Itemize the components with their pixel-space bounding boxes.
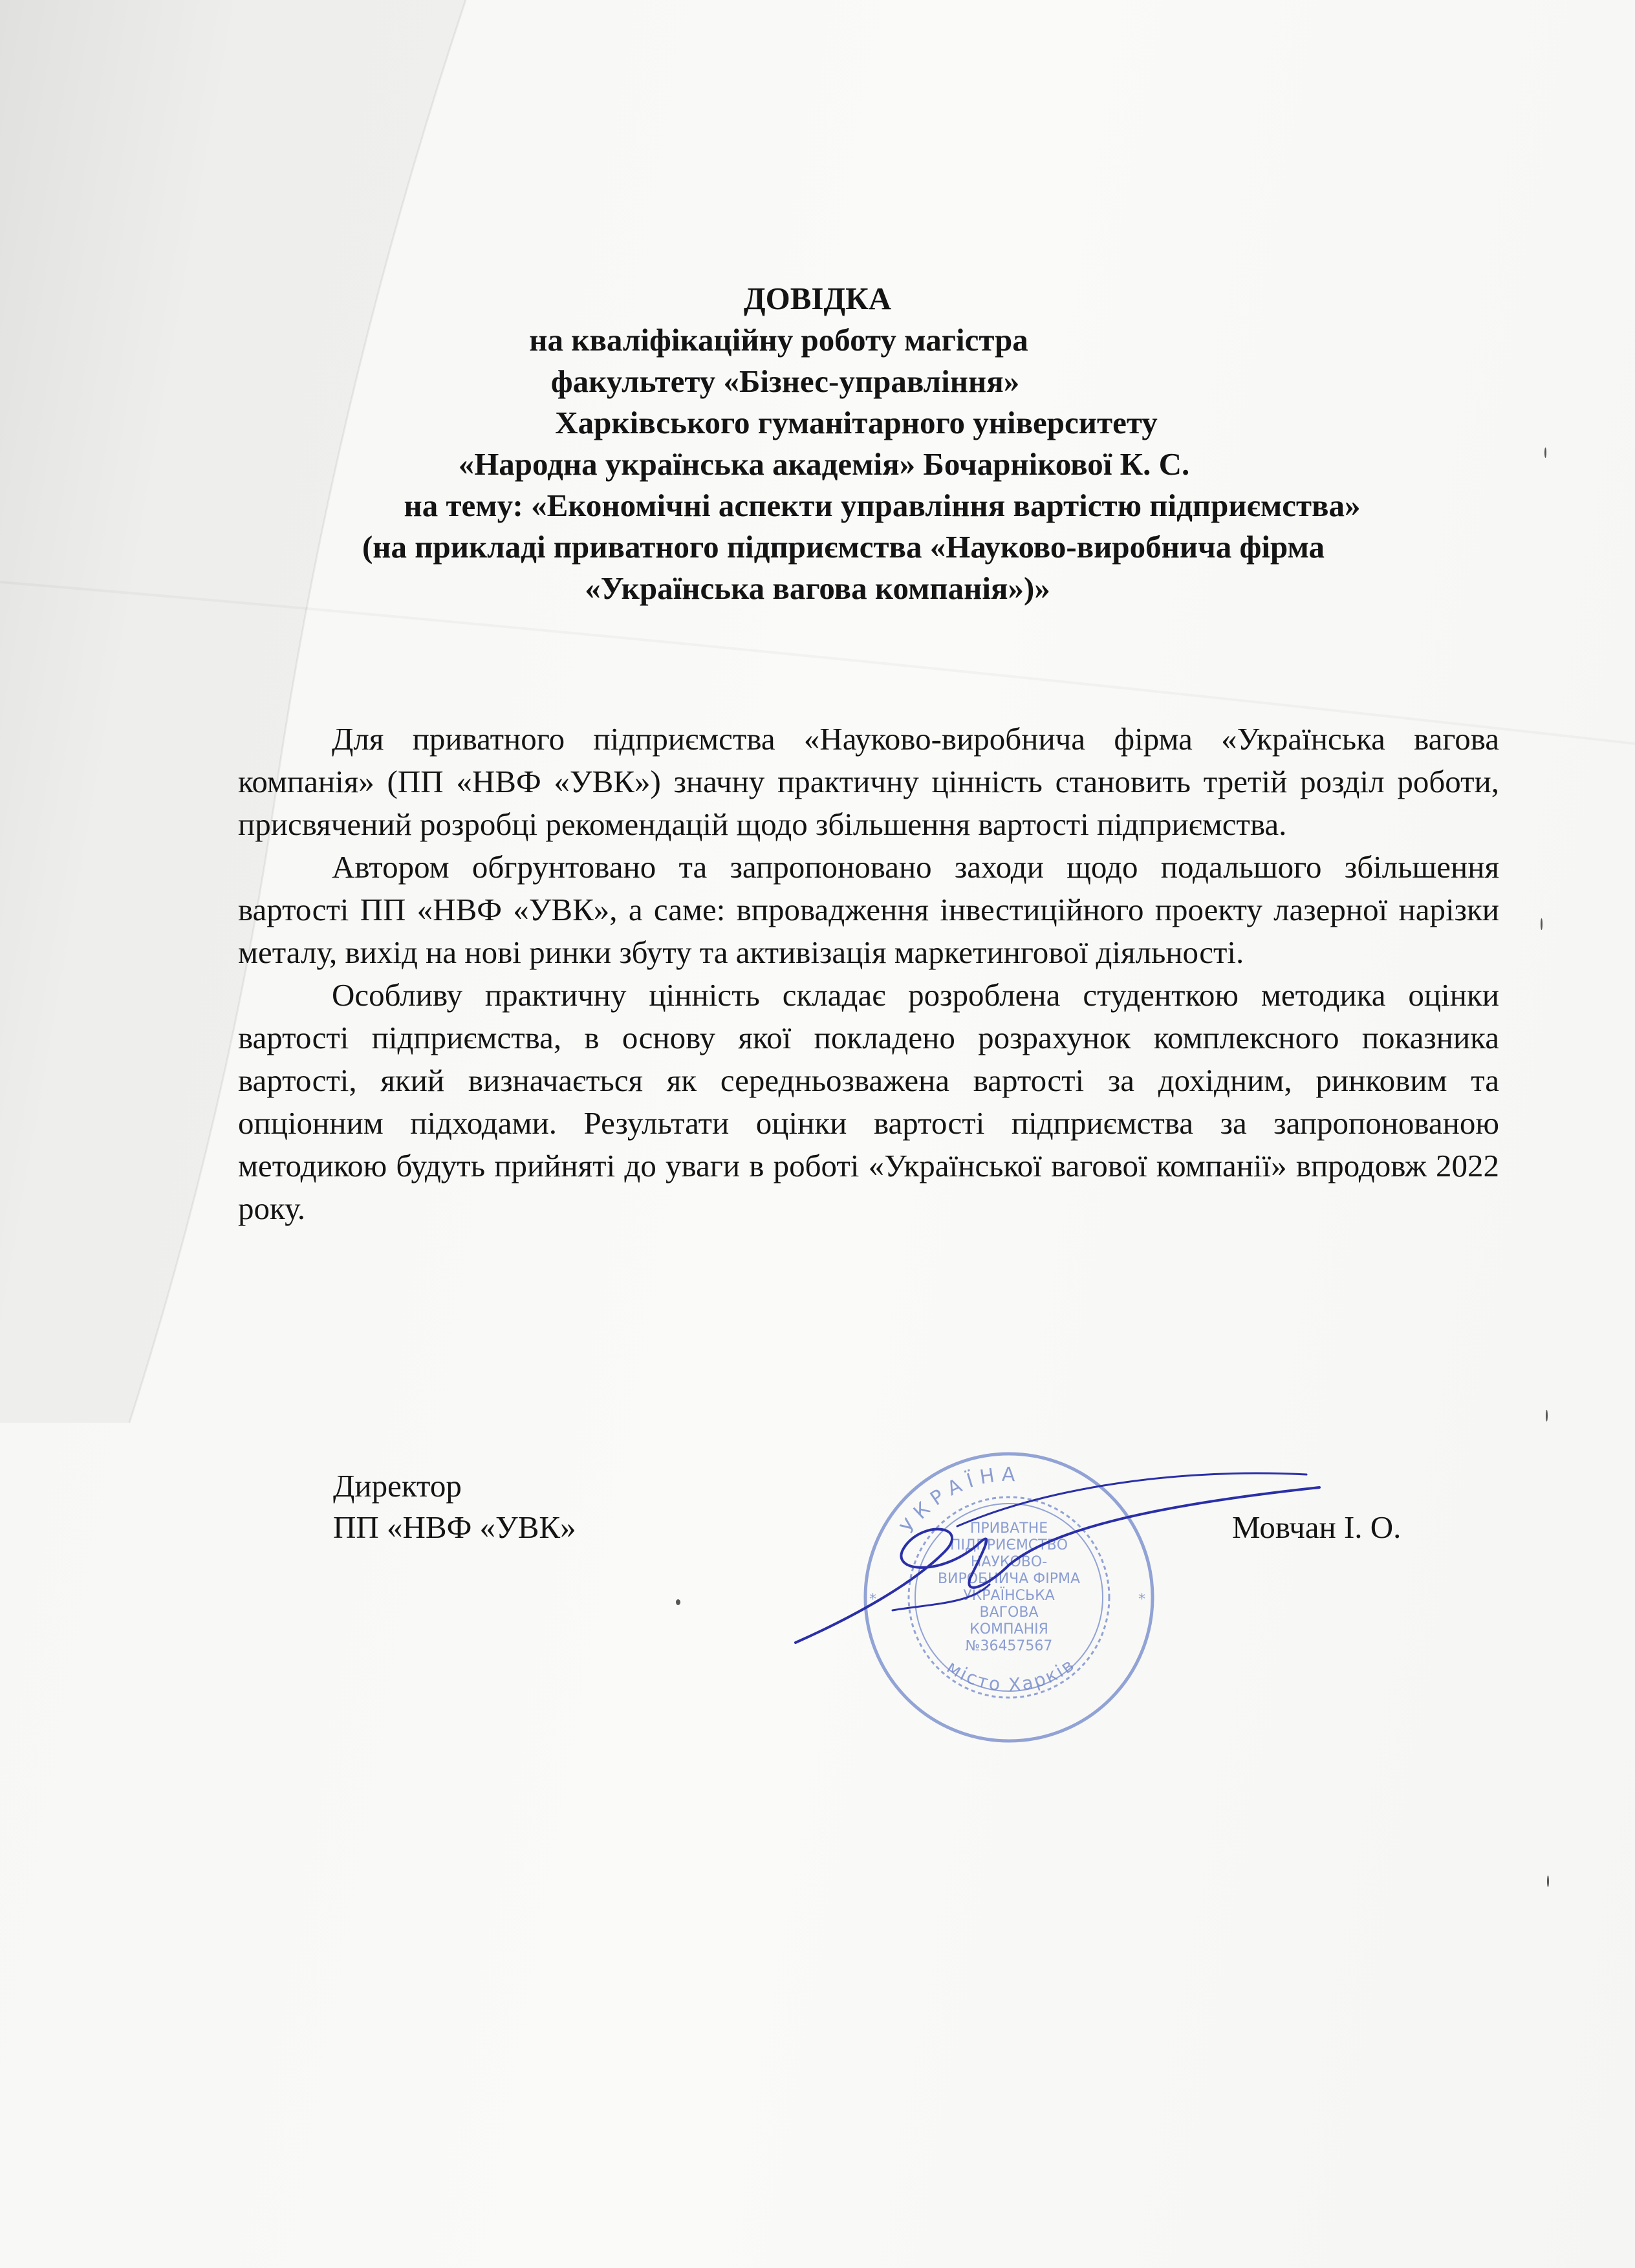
header-line-topic: на тему: «Економічні аспекти управління вартістю підприємства» — [404, 488, 1361, 523]
scan-speck — [1546, 1410, 1548, 1421]
signatory-position: Директор — [333, 1468, 462, 1504]
header-line-university: Харківського гуманітарного університету — [555, 405, 1158, 440]
svg-text:*: * — [869, 1592, 876, 1608]
stamp-inner-line: КОМПАНІЯ — [969, 1621, 1048, 1637]
signatory-name: Мовчан І. О. — [1232, 1509, 1402, 1545]
stamp-inner-line: ВИРОБНИЧА ФІРМА — [937, 1571, 1081, 1587]
stamp-inner-line: ПІДПРИЄМСТВО — [949, 1537, 1068, 1553]
scan-speck — [1544, 448, 1546, 458]
header-line-purpose: на кваліфікаційну роботу магістра — [529, 322, 1028, 358]
body-paragraph: Для приватного підприємства «Науково-виробнича фірма «Українська вагова компанія» (ПП «НВФ «УВК») значну практичну цінність становить третій розділ роботи, присвячений розробці рекомендацій щодо збільшення вартості підприємства. — [238, 721, 1499, 842]
header-line-company: «Українська вагова компанія»)» — [585, 570, 1050, 606]
body-paragraph: Особливу практичну цінність складає розроблена студенткою методика оцінки вартості підприємства, в основу якої покладено розрахунок комплексного показника вартості, який визначається як середньозважена вартості за дохідним, ринковим та опціонним підходами. Результати оцінки вартості підприємства за запропонованою методикою будуть прийняті до уваги в роботі «Української вагової компанії» впродовж 2022 року. — [238, 977, 1499, 1226]
stamp-outer-bottom-text: місто Харків — [943, 1653, 1079, 1696]
header-line-example: (на прикладі приватного підприємства «Науково-виробнича фірма — [362, 529, 1325, 565]
scan-speck — [676, 1599, 680, 1605]
handwritten-signature — [776, 1449, 1332, 1681]
scan-speck — [1541, 918, 1543, 930]
stamp-inner-line: ВАГОВА — [979, 1604, 1039, 1621]
stamp-inner-line: ПРИВАТНЕ — [969, 1520, 1048, 1537]
body-paragraph: Автором обгрунтовано та запропоновано заходи щодо подальшого збільшення вартості ПП «НВФ «УВК», а саме: впровадження інвестиційного проекту лазерної нарізки металу, вихід на нові ринки збуту та активізація маркетингової діяльності. — [238, 849, 1499, 970]
stamp-inner-line: УКРАЇНСЬКА — [963, 1588, 1055, 1604]
document-header — [0, 278, 1635, 609]
scan-speck — [1547, 1875, 1549, 1887]
header-line-academy-student: «Народна українська академія» Бочарнікової К. С. — [458, 446, 1190, 482]
svg-text:*: * — [1138, 1592, 1145, 1608]
signatory-organization: ПП «НВФ «УВК» — [333, 1509, 576, 1545]
stamp-inner-line: №36457567 — [965, 1638, 1053, 1654]
stamp-inner-line: НАУКОВО- — [970, 1554, 1048, 1570]
header-line-faculty: факультету «Бізнес-управління» — [550, 363, 1020, 399]
signatory-title-block — [333, 1465, 576, 1548]
stamp-outer-top-text: УКРАЇНА — [896, 1463, 1022, 1539]
document-body — [238, 718, 1499, 1230]
document-title: ДОВІДКА — [743, 281, 892, 316]
